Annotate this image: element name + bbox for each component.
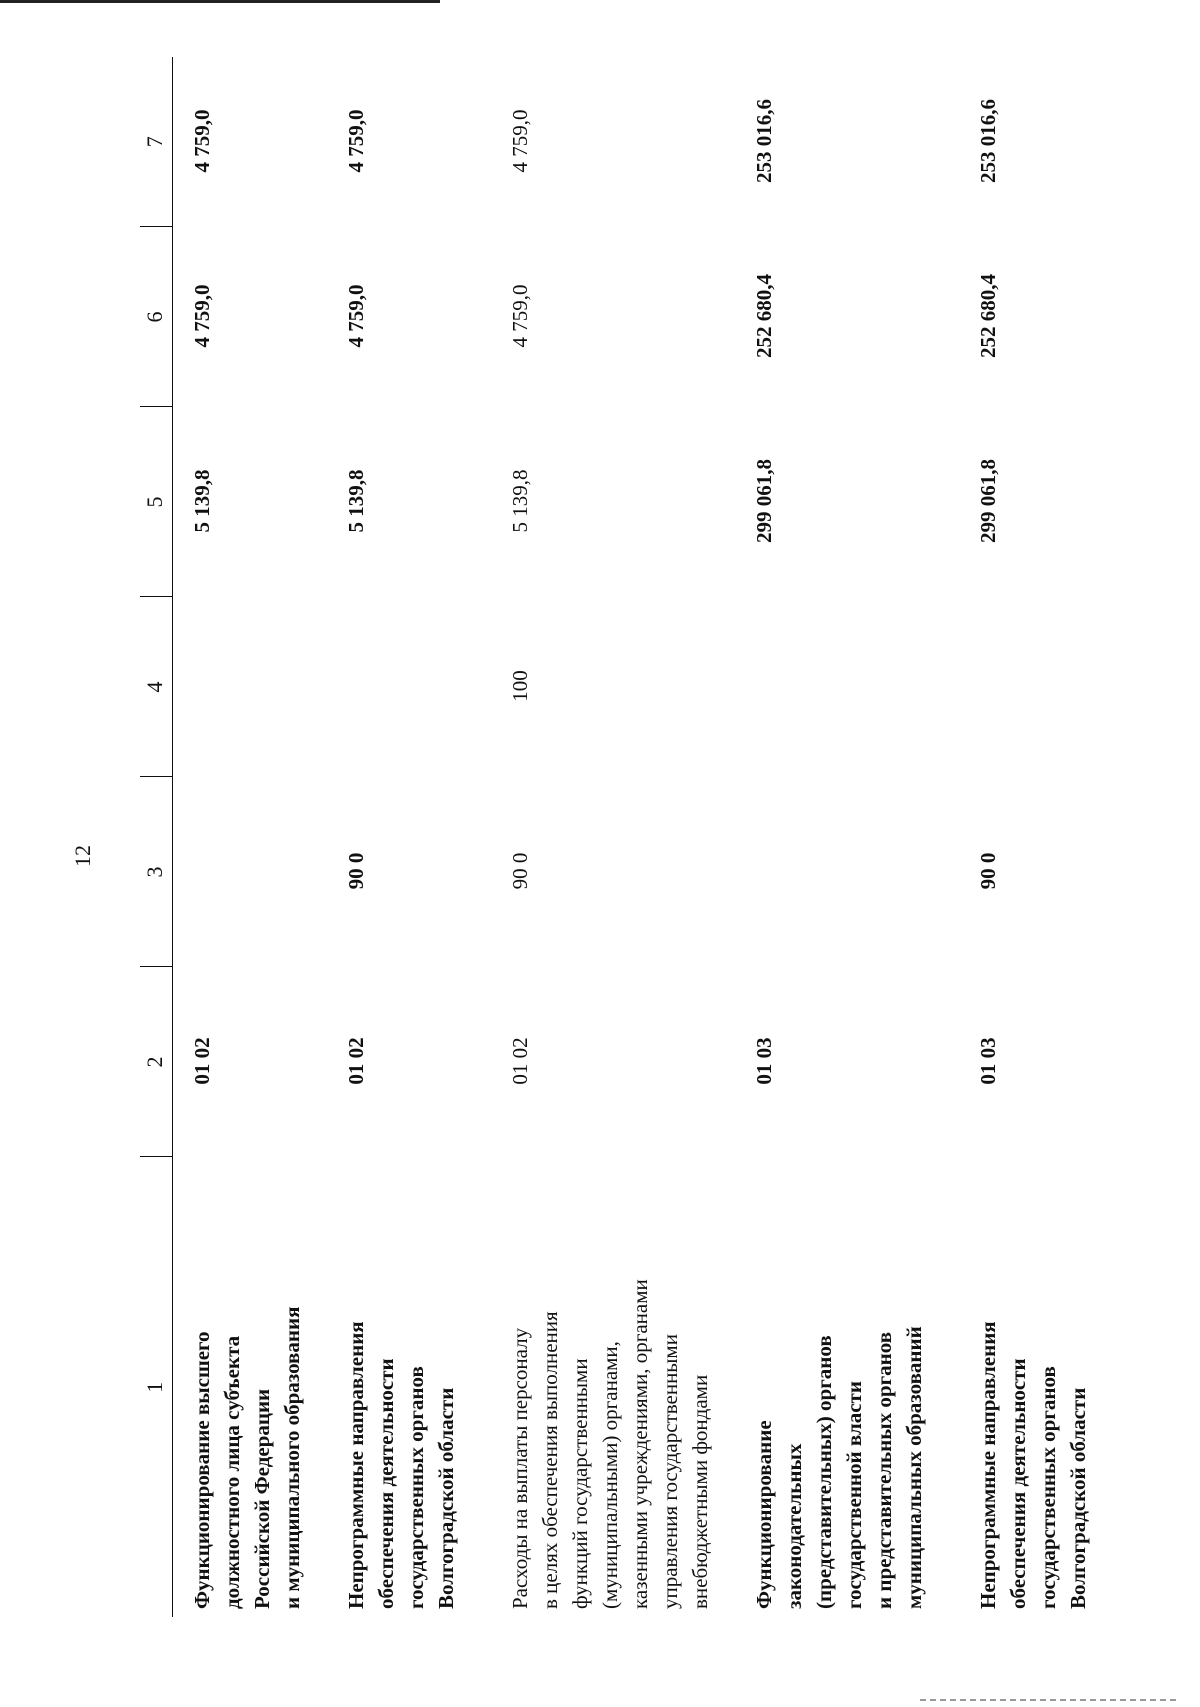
- table-row: [327, 57, 491, 1617]
- row-name: [735, 1157, 959, 1617]
- cell-target: 90 0: [508, 852, 532, 890]
- header-col-5: 5: [140, 407, 173, 597]
- row-name-line: казенными учреждениями, органами: [628, 1279, 652, 1609]
- row-name-line: Функционирование: [752, 1420, 776, 1609]
- row-name-line: и муниципального образования: [280, 1306, 304, 1609]
- cell-amount-6: 252 680,4: [976, 274, 1000, 358]
- cell-target: [173, 777, 328, 967]
- row-name: [327, 1157, 491, 1617]
- row-name-line: управления государственными: [658, 1334, 682, 1609]
- row-name-line: (представительных) органов: [812, 1335, 836, 1609]
- cell-type: [735, 597, 959, 777]
- cell-amount-5: 5 139,8: [508, 469, 532, 533]
- cell-amount-6: 4 759,0: [190, 284, 214, 348]
- cell-amount-6: 4 759,0: [508, 284, 532, 348]
- cell-amount-6: 4 759,0: [344, 284, 368, 348]
- page-number: 12: [70, 845, 95, 867]
- cell-amount-7: 4 759,0: [344, 109, 368, 173]
- cell-target: 90 0: [344, 852, 368, 890]
- row-name-line: муниципальных образований: [902, 1326, 926, 1609]
- header-col-4: 4: [140, 597, 173, 777]
- row-name-line: Волгоградской области: [434, 1387, 458, 1609]
- cell-target: [735, 777, 959, 967]
- row-name-line: Российской Федерации: [250, 1388, 274, 1609]
- row-name-line: Непрограммные направления: [344, 1321, 368, 1609]
- cell-amount-7: 4 759,0: [508, 109, 532, 173]
- budget-table: [140, 57, 1123, 1617]
- row-name-line: государственной власти: [842, 1381, 866, 1609]
- header-col-2: 2: [140, 967, 173, 1157]
- row-name-line: законодательных: [782, 1443, 806, 1609]
- row-name-line: внебюджетными фондами: [688, 1374, 712, 1609]
- row-name: [173, 1157, 328, 1617]
- cell-section: 01 03: [976, 1037, 1000, 1085]
- row-name-line: Расходы на выплаты персоналу: [508, 1327, 532, 1609]
- table-row: [735, 57, 959, 1617]
- cell-type: [959, 597, 1123, 777]
- header-col-3: 3: [140, 777, 173, 967]
- row-name-line: Функционирование высшего: [190, 1331, 214, 1609]
- cell-section: 01 03: [752, 1037, 776, 1085]
- cell-amount-5: 5 139,8: [344, 469, 368, 533]
- row-name-line: государственных органов: [404, 1366, 428, 1609]
- cell-target: 90 0: [976, 852, 1000, 890]
- row-name-line: обеспечения деятельности: [1006, 1358, 1030, 1609]
- row-name-line: функций государственными: [568, 1358, 592, 1609]
- cell-section: 01 02: [190, 1037, 214, 1085]
- table-row: [959, 57, 1123, 1617]
- cell-amount-5: 5 139,8: [190, 469, 214, 533]
- row-name-line: Непрограммные направления: [976, 1321, 1000, 1609]
- header-row: [140, 57, 173, 1617]
- row-name: [959, 1157, 1123, 1617]
- row-name-line: (муниципальными) органами,: [598, 1341, 622, 1609]
- row-name-line: и представительных органов: [872, 1331, 896, 1609]
- cell-type: [327, 597, 491, 777]
- cell-amount-5: 299 061,8: [752, 459, 776, 543]
- table-row: [173, 57, 328, 1617]
- header-col-1: 1: [140, 1157, 173, 1617]
- row-name-line: должностного лица субъекта: [220, 1335, 244, 1609]
- cell-amount-7: 253 016,6: [976, 99, 1000, 183]
- row-name-line: государственных органов: [1036, 1366, 1060, 1609]
- cell-amount-7: 253 016,6: [752, 99, 776, 183]
- row-name-line: обеспечения деятельности: [374, 1358, 398, 1609]
- row-name-line: в целях обеспечения выполнения: [538, 1311, 562, 1609]
- row-name-line: Волгоградской области: [1066, 1387, 1090, 1609]
- table-row: [491, 57, 735, 1617]
- header-col-7: 7: [140, 57, 173, 227]
- row-name: [491, 1157, 735, 1617]
- header-col-6: 6: [140, 227, 173, 407]
- cell-amount-5: 299 061,8: [976, 459, 1000, 543]
- cell-amount-6: 252 680,4: [752, 274, 776, 358]
- cell-amount-7: 4 759,0: [190, 109, 214, 173]
- cell-section: 01 02: [344, 1037, 368, 1085]
- cell-type: 100: [508, 670, 532, 702]
- cell-section: 01 02: [508, 1037, 532, 1085]
- cell-type: [173, 597, 328, 777]
